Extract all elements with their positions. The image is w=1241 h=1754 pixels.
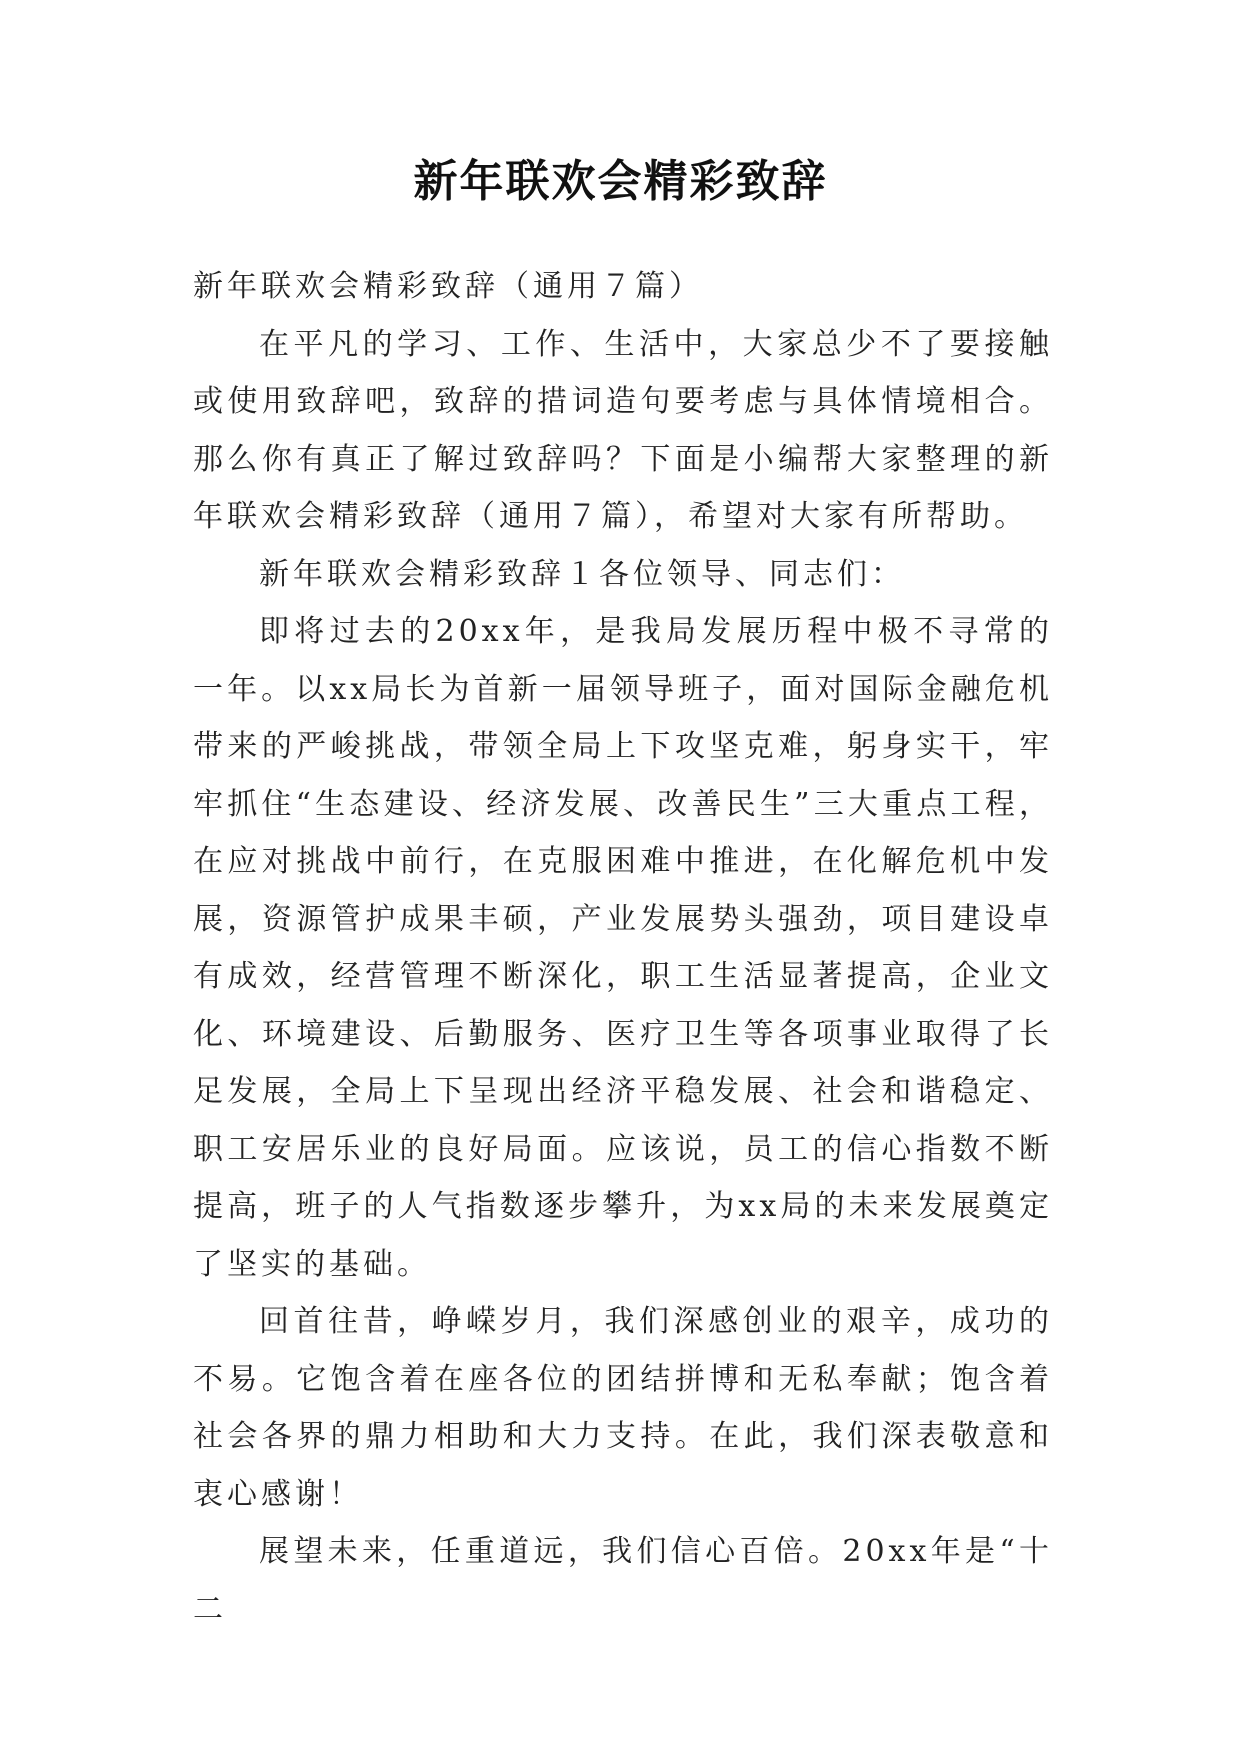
- intro-paragraph: 在平凡的学习、工作、生活中，大家总少不了要接触或使用致辞吧，致辞的措词造句要考虑与具体情境相合。那么你有真正了解过致辞吗？下面是小编帮大家整理的新年联欢会精彩致辞（通用７篇），希望对大家有所帮助。: [193, 326, 1053, 534]
- speech-heading: 新年联欢会精彩致辞１各位领导、同志们：: [259, 556, 905, 592]
- document-body: [193, 258, 1053, 1638]
- document-subtitle: 新年联欢会精彩致辞（通用７篇）: [193, 269, 703, 304]
- body-paragraph: 展望未来，任重道远，我们信心百倍。20xx年是“十二: [193, 1534, 1053, 1627]
- body-paragraph: 回首往昔，峥嵘岁月，我们深感创业的艰辛，成功的不易。它饱含着在座各位的团结拼博和无私奉献；饱含着社会各界的鼎力相助和大力支持。在此，我们深表敬意和衷心感谢！: [193, 1304, 1053, 1512]
- body-paragraph: 即将过去的20xx年，是我局发展历程中极不寻常的一年。以xx局长为首新一届领导班子，面对国际金融危机带来的严峻挑战，带领全局上下攻坚克难，躬身实干，牢牢抓住“生态建设、经济发展、改善民生”三大重点工程，在应对挑战中前行，在克服困难中推进，在化解危机中发展，资源管护成果丰硕，产业发展势头强劲，项目建设卓有成效，经营管理不断深化，职工生活显著提高，企业文化、环境建设、后勤服务、医疗卫生等各项事业取得了长足发展，全局上下呈现出经济平稳发展、社会和谐稳定、职工安居乐业的良好局面。应该说，员工的信心指数不断提高，班子的人气指数逐步攀升，为xx局的未来发展奠定了坚实的基础。: [193, 614, 1053, 1282]
- document-title: 新年联欢会精彩致辞: [413, 156, 828, 207]
